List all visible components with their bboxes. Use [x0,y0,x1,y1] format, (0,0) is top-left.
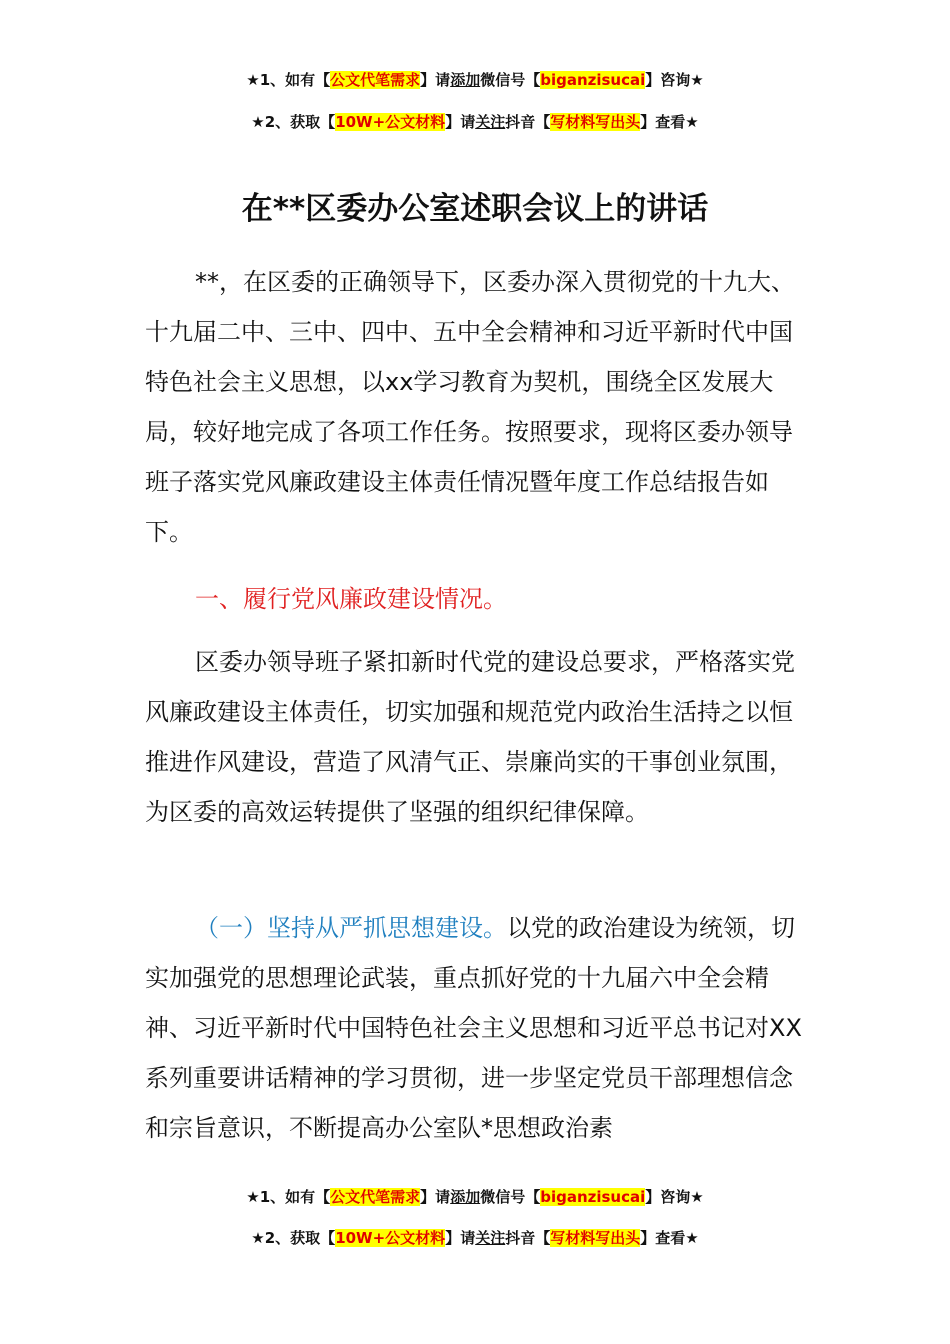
underlined-text: 关注 [475,113,506,131]
highlight-douyin: 写材料写出头 [550,113,641,131]
subsection-paragraph [145,903,810,1153]
banner-text: 】查看★ [640,1229,699,1247]
highlight-materials: 10W+公文材料 [335,113,446,131]
banner-text: 微信号【 [480,1188,541,1206]
banner-text: 】请 [445,1229,476,1247]
banner-text: ★1、如有【 [246,1188,331,1206]
section-heading: 一、履行党风廉政建设情况。 [195,585,507,613]
banner-line-2 [0,112,950,132]
banner-text: ★1、如有【 [246,71,331,89]
banner-text: 微信号【 [480,71,541,89]
highlight-wechat-id: biganzisucai [540,71,646,89]
banner-text: 】请 [445,113,476,131]
banner-text: 】查看★ [640,113,699,131]
banner-text: 抖音【 [505,1229,551,1247]
underlined-text: 添加 [450,71,481,89]
highlight-wechat-id: biganzisucai [540,1188,646,1206]
intro-paragraph: **，在区委的正确领导下，区委办深入贯彻党的十九大、十九届二中、三中、四中、五中全会精神和习近平新时代中国特色社会主义思想，以xx学习教育为契机，围绕全区发展大局，较好地完成了各项工作任务。按照要求，现将区委办领导班子落实党风廉政建设主体责任情况暨年度工作总结报告如下。 [145,268,795,546]
section-paragraph: 区委办领导班子紧扣新时代党的建设总要求，严格落实党风廉政建设主体责任，切实加强和规范党内政治生活持之以恒推进作风建设，营造了风清气正、崇廉尚实的干事创业氛围，为区委的高效运转提供了坚强的组织纪律保障。 [145,648,795,826]
banner-text: 抖音【 [505,113,551,131]
highlight-douyin: 写材料写出头 [550,1229,641,1247]
subsection-text: 以党的政治建设为统领，切实加强党的思想理论武装，重点抓好党的十九届六中全会精神、习近平新时代中国特色社会主义思想和习近平总书记对XX系列重要讲话精神的学习贯彻，进一步坚定党员干部理想信念和宗旨意识，不断提高办公室队*思想政治素 [145,914,802,1142]
banner-text: ★2、获取【 [251,1229,336,1247]
underlined-text: 添加 [450,1188,481,1206]
banner-line-1 [0,1187,950,1207]
underlined-text: 关注 [475,1229,506,1247]
banner-text: 】咨询★ [645,71,704,89]
banner-text: 】请 [420,1188,451,1206]
banner-line-1 [0,70,950,90]
document-title: 在**区委办公室述职会议上的讲话 [241,191,709,227]
banner-line-2 [0,1228,950,1248]
banner-text: 】请 [420,71,451,89]
banner-text: 】咨询★ [645,1188,704,1206]
subsection-heading: （一）坚持从严抓思想建设。 [195,914,507,942]
highlight-service: 公文代笔需求 [330,71,421,89]
highlight-materials: 10W+公文材料 [335,1229,446,1247]
highlight-service: 公文代笔需求 [330,1188,421,1206]
banner-text: ★2、获取【 [251,113,336,131]
